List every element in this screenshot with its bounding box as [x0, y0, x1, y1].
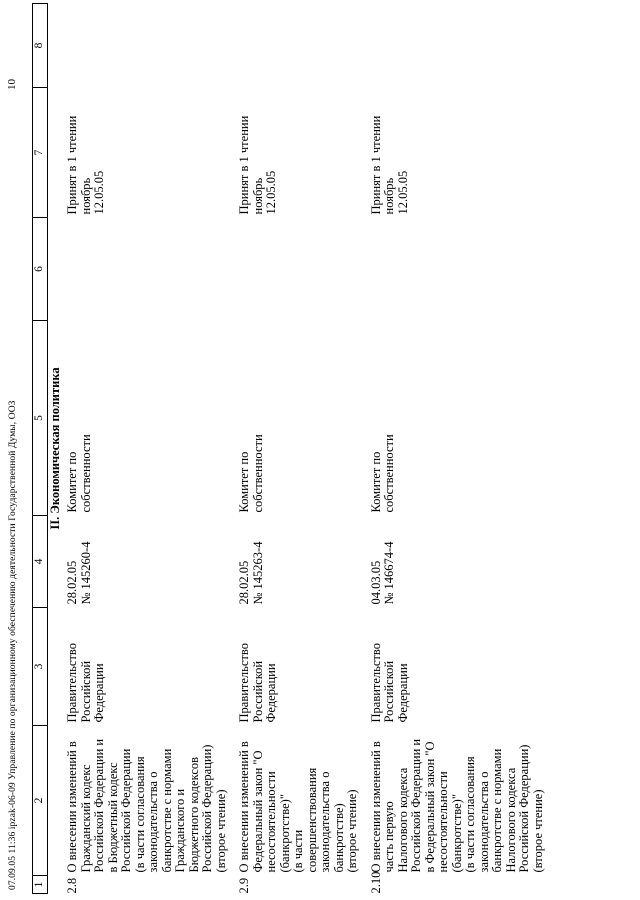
bill-title-line: (второе чтение) [213, 789, 228, 873]
bill-title-line: О внесении изменений в [65, 741, 79, 873]
bill-title-line: Бюджетного кодексов [186, 756, 201, 873]
section-heading-row [47, 4, 64, 894]
bill-author [236, 608, 368, 726]
bill-title-line: в Федеральный закон "О [422, 741, 437, 873]
responsible-committee-line: Комитет по [65, 451, 79, 513]
column-number: 2 [33, 726, 48, 876]
empty-cell [236, 4, 368, 88]
bill-status [368, 88, 554, 218]
table-row [64, 4, 236, 894]
row-number-line: 2.8 [65, 877, 79, 894]
empty-cell [236, 218, 368, 321]
bill-title-line: в Бюджетный кодекс [105, 762, 120, 873]
bill-title-line: (в части согласования [463, 756, 477, 873]
bill-title [64, 726, 236, 876]
empty-cell [64, 4, 236, 88]
bill-title-line: Российской Федерации [119, 748, 133, 873]
row-number-line: 2.10 [368, 871, 383, 894]
bill-title-line: Налогового кодекса [395, 767, 410, 873]
column-number: 6 [33, 218, 48, 321]
bill-title-line: часть первую [382, 801, 396, 873]
bill-registration [64, 516, 236, 608]
column-number: 3 [33, 608, 48, 726]
responsible-committee-line: собственности [250, 434, 265, 513]
bill-registration-line: 28.02.05 [65, 560, 79, 605]
column-number: 5 [33, 321, 48, 516]
bill-title-line: О внесении изменений в [237, 741, 251, 873]
bill-author-line: Российской Федерации [382, 660, 410, 723]
column-number-row [33, 4, 48, 894]
bill-title-line: законодательства о [146, 771, 160, 873]
column-number: 4 [33, 516, 48, 608]
column-number: 7 [33, 88, 48, 218]
responsible-committee [64, 321, 236, 516]
section-heading: II. Экономическая политика [47, 367, 62, 530]
bill-title-line: законодательства о [476, 771, 491, 873]
responsible-committee-line: собственности [382, 434, 396, 513]
bill-title-line: Налогового кодекса [503, 767, 518, 873]
table-row [368, 4, 554, 894]
bill-title-line: Российской Федерации) [517, 744, 531, 873]
column-number: 1 [33, 876, 48, 894]
row-number [64, 876, 236, 894]
bill-registration-line: № 145260-4 [78, 541, 93, 605]
bill-title-line: (в части [291, 829, 305, 873]
bill-registration-line: 28.02.05 [237, 560, 251, 605]
bill-title-line: несостоятельности [264, 771, 278, 873]
column-number: 8 [33, 4, 48, 88]
bill-status-line: Принят в 1 чтении ноябрь [237, 115, 265, 215]
table-row [236, 4, 368, 894]
bill-title-line: законодательства о [318, 771, 332, 873]
bill-title-line: банкротстве с нормами [159, 748, 174, 873]
bill-status-line: 12.05.05 [395, 170, 410, 215]
bill-registration-line: 04.03.05 [368, 560, 383, 605]
bill-title [236, 726, 368, 876]
bill-title-line: (второе чтение) [530, 789, 545, 873]
page-number: 10 [6, 79, 18, 90]
bill-title-line: (второе чтение) [345, 789, 359, 873]
empty-cell [368, 218, 554, 321]
bill-status-line: 12.05.05 [92, 170, 106, 215]
bill-title-line: несостоятельности [436, 771, 450, 873]
bill-status-line: Принят в 1 чтении ноябрь [368, 115, 396, 215]
bill-author [64, 608, 236, 726]
bill-title-line: Гражданского и [173, 788, 187, 873]
bill-status [236, 88, 368, 218]
bill-title-line: Российской Федерации и [409, 738, 423, 873]
bill-author-line: Правительство [368, 643, 383, 723]
bill-registration [368, 516, 554, 608]
bill-status-line: Принят в 1 чтении ноябрь [65, 115, 93, 215]
bill-title-line: банкротстве) [331, 803, 346, 873]
responsible-committee [368, 321, 554, 516]
bill-registration [236, 516, 368, 608]
bill-title-line: (в части согласования [132, 756, 147, 873]
bill-title-line: Гражданский кодекс [78, 764, 93, 873]
bill-author-line: Российской Федерации [78, 660, 106, 723]
responsible-committee-line: Комитет по [368, 451, 383, 513]
bill-title-line: (банкротстве)" [449, 794, 464, 873]
bill-title-line: совершенствования [304, 767, 319, 873]
bill-registration-line: № 145263-4 [250, 541, 265, 605]
bill-registration-line: № 146674-4 [382, 541, 396, 605]
bill-title-line: Российской Федерации и [92, 738, 106, 873]
empty-cell [64, 218, 236, 321]
row-number [236, 876, 368, 894]
bill-author-line: Российской Федерации [250, 660, 278, 723]
row-number [368, 871, 554, 894]
row-number-line: 2.9 [237, 877, 251, 894]
responsible-committee [236, 321, 368, 516]
bill-title-line: Российской Федерации) [200, 744, 214, 873]
bill-status [64, 88, 236, 218]
bill-title-line: Федеральный закон "О [250, 750, 265, 873]
bill-author-line: Правительство [237, 643, 251, 723]
responsible-committee-line: Комитет по [237, 451, 251, 513]
bill-author-line: Правительство [65, 643, 79, 723]
responsible-committee-line: собственности [78, 434, 93, 513]
print-footer: 07.09.05 11:36 ipzak-06-09 Управление по организационному обеспечению деятельности Государственной Думы, ООЗ [8, 400, 18, 890]
bill-author [368, 608, 554, 726]
empty-cell [368, 4, 554, 88]
bill-status-line: 12.05.05 [264, 170, 278, 215]
bill-title-line: банкротстве с нормами [490, 748, 504, 873]
bill-title-line: (банкротстве)" [277, 794, 292, 873]
bill-title [368, 726, 554, 876]
bill-title-line: О внесении изменений в [368, 741, 383, 873]
legislation-table [32, 3, 553, 894]
